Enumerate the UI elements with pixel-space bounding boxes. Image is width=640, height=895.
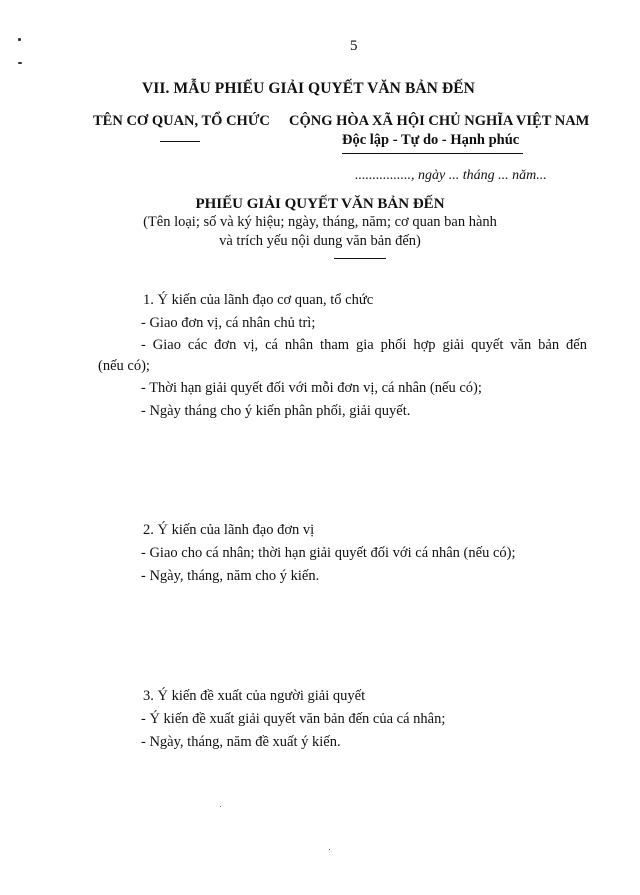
section-1-item: - Ngày tháng cho ý kiến phân phối, giải quyết. <box>141 403 411 419</box>
section-1-item: - Giao đơn vị, cá nhân chủ trì; <box>141 315 316 331</box>
section-2-heading: 2. Ý kiến của lãnh đạo đơn vị <box>143 522 315 538</box>
organization-underline <box>160 141 200 142</box>
scan-speck <box>18 62 22 64</box>
national-title: CỘNG HÒA XÃ HỘI CHỦ NGHĨA VIỆT NAM <box>289 113 590 129</box>
date-line: ................, ngày ... tháng ... năm... <box>355 168 547 183</box>
section-1-heading: 1. Ý kiến của lãnh đạo cơ quan, tổ chức <box>143 292 374 308</box>
scan-speck <box>220 806 221 807</box>
section-2-item: - Giao cho cá nhân; thời hạn giải quyết đối với cá nhân (nếu có); <box>141 545 516 561</box>
scan-speck <box>18 38 21 41</box>
national-motto: Độc lập - Tự do - Hạnh phúc <box>342 132 520 148</box>
section-2-item: - Ngày, tháng, năm cho ý kiến. <box>141 568 320 584</box>
section-title: VII. MẪU PHIẾU GIẢI QUYẾT VĂN BẢN ĐẾN <box>142 80 475 97</box>
page-number: 5 <box>350 38 358 54</box>
section-1-item: - Thời hạn giải quyết đối với mỗi đơn vị, cá nhân (nếu có); <box>141 380 482 396</box>
organization-name: TÊN CƠ QUAN, TỔ CHỨC <box>93 113 270 129</box>
scan-speck <box>329 849 330 850</box>
section-1-item: (nếu có); <box>98 358 150 374</box>
section-3-heading: 3. Ý kiến đề xuất của người giải quyết <box>143 688 366 704</box>
form-subtitle-line1: (Tên loại; số và ký hiệu; ngày, tháng, năm; cơ quan ban hành <box>143 214 497 230</box>
form-subtitle-line2: và trích yếu nội dung văn bản đến) <box>219 233 421 249</box>
section-3-item: - Ý kiến đề xuất giải quyết văn bản đến của cá nhân; <box>141 711 446 727</box>
motto-underline <box>342 153 523 154</box>
section-1-item: - Giao các đơn vị, cá nhân tham gia phối hợp giải quyết văn bản đến <box>141 337 587 353</box>
section-3-item: - Ngày, tháng, năm đề xuất ý kiến. <box>141 734 341 750</box>
form-title: PHIẾU GIẢI QUYẾT VĂN BẢN ĐẾN <box>195 196 445 212</box>
subtitle-underline <box>334 258 386 259</box>
